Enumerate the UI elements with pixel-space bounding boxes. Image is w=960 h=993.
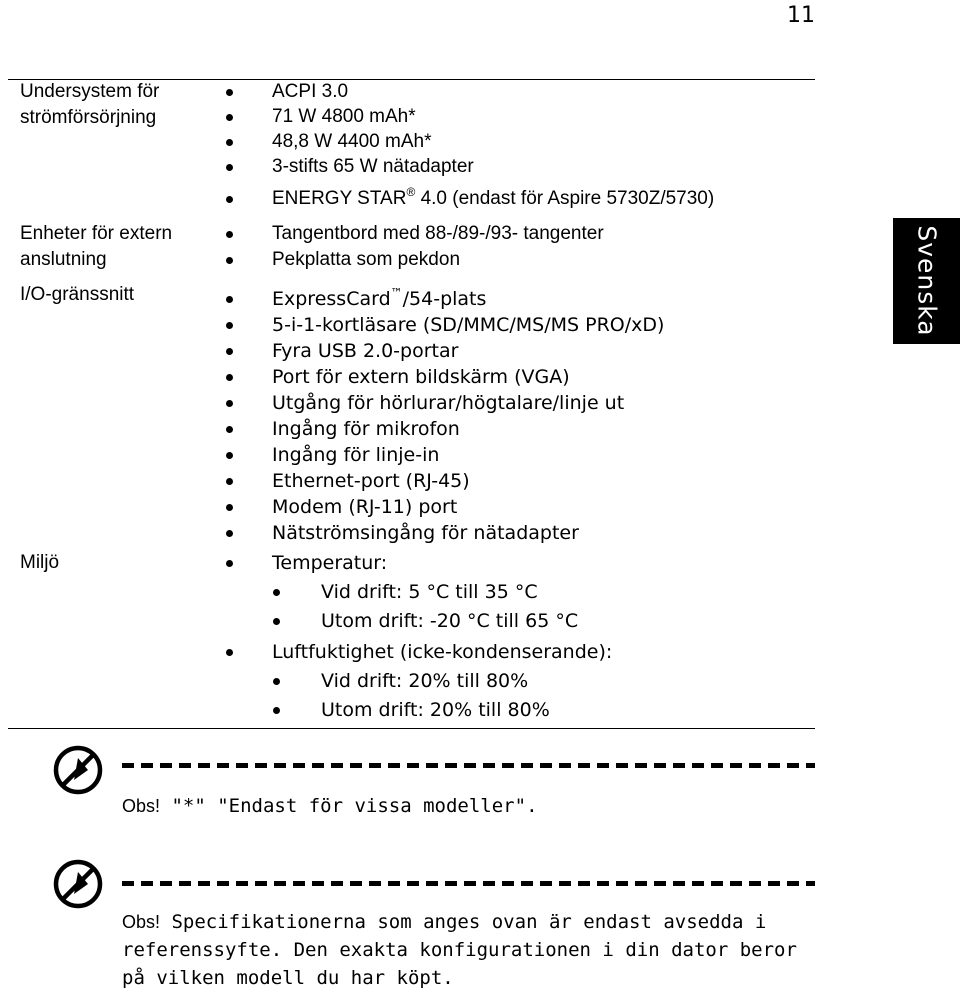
bullet-icon [226, 530, 233, 537]
note-divider [122, 881, 815, 886]
bullet-icon [226, 400, 233, 407]
note-label: Obs! [122, 912, 161, 932]
bullet-icon [226, 257, 233, 264]
bullet-icon [226, 478, 233, 485]
bullet-icon [226, 560, 233, 567]
spec-item: Modem (RJ-11) port [272, 496, 458, 518]
spec-item-expresscard [272, 286, 486, 312]
spec-subitem: Vid drift: 20% till 80% [321, 670, 529, 692]
spec-item: 48,8 W 4400 mAh* [272, 131, 432, 152]
bullet-icon [226, 89, 233, 96]
spec-row-input [0, 221, 815, 281]
spec-item: Fyra USB 2.0-portar [272, 340, 459, 362]
note-text [122, 792, 812, 820]
spec-item-energy-star [272, 186, 714, 212]
spec-item: Tangentbord med 88-/89-/93- tangenter [272, 223, 604, 244]
bullet-icon [226, 426, 233, 433]
spec-row-environment [0, 550, 815, 728]
spec-item: Utgång för hörlurar/högtalare/linje ut [272, 392, 625, 414]
side-tab-label: Svenska [912, 225, 941, 337]
bullet-icon [273, 707, 280, 714]
bullet-icon [273, 589, 280, 596]
page-number: 11 [787, 3, 815, 28]
bullet-icon [226, 374, 233, 381]
bullet-icon [226, 196, 233, 203]
spec-label-power: Undersystem för strömförsörjning [20, 81, 160, 128]
spec-subitem: Vid drift: 5 °C till 35 °C [321, 581, 538, 603]
spec-row-io [0, 282, 815, 544]
spec-item: 71 W 4800 mAh* [272, 106, 416, 127]
note-pen-icon [52, 744, 104, 796]
note-label: Obs! [122, 796, 161, 816]
spec-row-power [0, 79, 815, 215]
spec-subitem: Utom drift: -20 °C till 65 °C [321, 610, 579, 632]
bullet-icon [226, 164, 233, 171]
expresscard-slot: /54-plats [402, 288, 487, 310]
bullet-icon [226, 504, 233, 511]
bullet-icon [226, 452, 233, 459]
bullet-icon [273, 618, 280, 625]
note-body: Specifikationerna som anges ovan är endast avsedda i referenssyfte. Den exakta konfigurationen i din dator beror på vilken modell du har köpt. [122, 911, 797, 989]
spec-label-io: I/O-gränssnitt [20, 284, 135, 305]
note-divider [122, 763, 815, 768]
energy-star-version: 4.0 (endast för Aspire 5730Z/5730) [415, 188, 715, 209]
energy-star-text: ENERGY STAR [272, 188, 407, 209]
bullet-icon [226, 649, 233, 656]
bullet-icon [273, 678, 280, 685]
language-side-tab [893, 218, 960, 344]
bullet-icon [226, 139, 233, 146]
table-bottom-rule [8, 728, 815, 729]
spec-item: Port för extern bildskärm (VGA) [272, 366, 570, 388]
spec-item: Ethernet-port (RJ-45) [272, 470, 470, 492]
bullet-icon [226, 231, 233, 238]
bullet-icon [226, 114, 233, 121]
spec-item: Pekplatta som pekdon [272, 249, 461, 270]
spec-item: Nätströmsingång för nätadapter [272, 522, 579, 544]
bullet-icon [226, 296, 233, 303]
expresscard-text: ExpressCard [272, 288, 391, 310]
spec-item-temperature: Temperatur: [272, 552, 388, 574]
registered-mark: ® [406, 185, 416, 199]
bullet-icon [226, 348, 233, 355]
spec-item: 5-i-1-kortläsare (SD/MMC/MS/MS PRO/xD) [272, 314, 665, 336]
bullet-icon [226, 322, 233, 329]
spec-subitem: Utom drift: 20% till 80% [321, 699, 550, 721]
note-text [122, 908, 812, 992]
trademark-mark: ™ [390, 286, 403, 300]
spec-label-environment: Miljö [20, 552, 60, 573]
note-body: "*" "Endast för vissa modeller". [160, 795, 538, 817]
spec-item-humidity: Luftfuktighet (icke-kondenserande): [272, 641, 613, 663]
note-pen-icon [52, 858, 104, 910]
spec-label-input: Enheter för extern anslutning [20, 223, 173, 270]
spec-item: Ingång för mikrofon [272, 418, 460, 440]
spec-item: 3-stifts 65 W nätadapter [272, 156, 474, 177]
spec-item: Ingång för linje-in [272, 444, 440, 466]
spec-item: ACPI 3.0 [272, 81, 349, 102]
